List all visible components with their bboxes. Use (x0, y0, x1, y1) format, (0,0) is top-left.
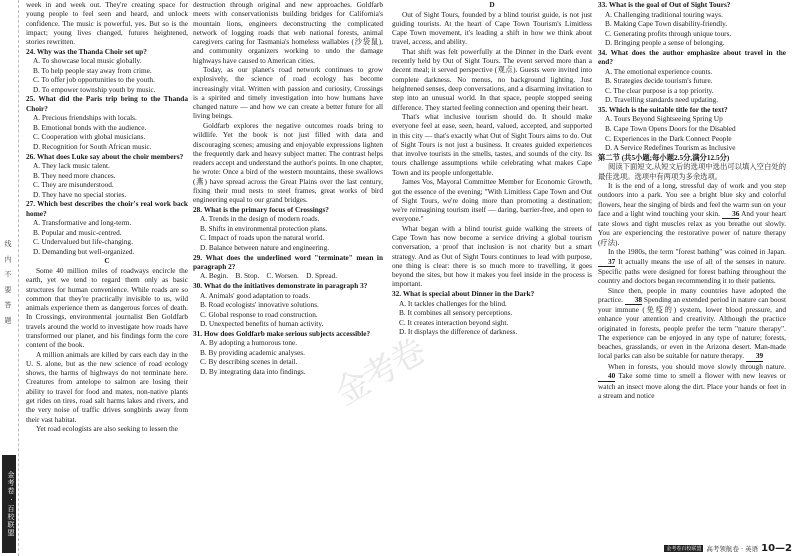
option: C. They are misunderstood. (33, 180, 114, 190)
option: C. Generating profits through unique tours. (605, 28, 732, 38)
paragraph (598, 181, 786, 247)
question-24: 24. Why was the Thanda Choir set up? (26, 46, 147, 56)
paragraph: James Vos, Mayoral Committee Member for Economic Growth, got the essence of the evening; "With Limitless Cape Town and Out of Sight Tours, we're doing more than promoting a destination; we're reimagining tourism itself — daring, barrier-free, and open to everyone." (392, 177, 592, 224)
question-28: 28. What is the primary focus of Crossings? (193, 204, 329, 214)
column-3 (392, 0, 592, 337)
option: C. It creates interaction beyond sight. (399, 317, 509, 327)
option: A. To showcase local music globally. (33, 56, 142, 66)
paragraph-text: When in forests, you should move slowly through nature. (608, 362, 786, 372)
page-footer (664, 543, 792, 554)
option: B. Popular and music-centred. (33, 227, 122, 237)
option: D. A Service Redefines Tourism as Inclusive (605, 143, 736, 153)
question-34: 34. What does the author emphasize about travel in the end? (598, 47, 786, 67)
option: B. Shifts in environmental protection plans. (200, 223, 328, 233)
blank-40: 40 (598, 371, 615, 381)
option: A. They lack music talent. (33, 161, 110, 171)
option: D. It displays the difference of darkness. (399, 327, 518, 337)
option: A. Trends in the design of modern roads. (200, 214, 320, 224)
option: A. The emotional experience counts. (605, 66, 713, 76)
option: A. Transformative and long-term. (33, 218, 132, 228)
brand-label: 金考卷 · 百校联盟 (2, 455, 16, 553)
paragraph-text: Since then, people in many countries have adopted the practice. (598, 285, 786, 304)
option: B. Strategies decide tourism's future. (605, 76, 713, 86)
paragraph: Yet road ecologists are also seeking to lessen the (36, 424, 178, 434)
option: C. Undervalued but life-changing. (33, 237, 133, 247)
paragraph: That shift was felt powerfully at the Dinner in the Dark event recently held by Out of Sight Tours. The event served more than a decent meal; it served perspective (观点). Guests were invited into complete darkness. No menus, no background lighting. Just heightened senses, deep conversations, and a disarming invitation to step into an unusual world. In that space, people stopped seeing difference. They started feeling connection and opening their heart. (392, 46, 592, 112)
option: C. Cooperation with global musicians. (33, 132, 146, 142)
question-29: 29. What does the underlined word "terminate" mean in paragraph 2? (193, 252, 383, 271)
footer-title: 高考领航卷 · 英语 (706, 545, 759, 553)
option: D. Recognition for South African music. (33, 141, 152, 151)
paragraph (598, 286, 786, 362)
paragraph-text: Take some time to smell a flower with new leaves or watch an insect move along the dirt. Place your hands or feet in a stream and notice (598, 371, 786, 400)
option: B. Emotional bonds with the audience. (33, 122, 147, 132)
question-27: 27. Which best describes the choir's real work back home? (26, 199, 188, 218)
option: D. By integrating data into findings. (200, 367, 306, 376)
paragraph: Out of Sight Tours, founded by a blind tourist guide, is not just guiding tourists. At the heart of Cape Town Tourism's Limitless Cape Town movement, it's leading a shift in how we think about travel, access, and ability. (392, 9, 592, 47)
option: C. By describing scenes in detail. (200, 357, 298, 367)
option-row: A. Begin. B. Stop. C. Worsen. D. Spread. (200, 271, 338, 281)
paragraph-text: Spending an extended period in nature can boost your immune (免疫的) system, lower blood pressure, and enhance your attention and creativity. Although the practice originated in forests, people prefer the term "nature therapy". The experience can be enjoyed in any type of nature; forests, beaches, grasslands, or even in the Arizona desert. Man-made local parks can also be suitable for nature therapy. (598, 294, 787, 361)
option: D. Travelling standards need updating. (605, 95, 719, 105)
paragraph: destruction through original and new approaches. Goldfarb meets with conservationists building bridges for California's mountain lions, engineers deconstructing the complicated network of logging roads that web national forests, animal caregivers caring for Tasmania's homeless wallabies (沙袋鼠), and community organizers working to undo the damage highways have caused to American cities. (193, 0, 383, 65)
question-35: 35. Which is the suitable title for the text? (598, 104, 728, 114)
option: A. Challenging traditional touring ways. (605, 9, 723, 19)
option: B. It combines all sensory perceptions. (399, 308, 513, 318)
option: D. Demanding but well-organized. (33, 246, 135, 256)
paragraph: week in and week out. They're creating space for young people to feel seen and heard, and unlock confidence. The music is powerful, yes. But so is the impact; young lives changed, futures heightened, stories rewritten. (26, 0, 188, 47)
cut-line (18, 0, 19, 556)
option: B. Road ecologists' innovative solutions. (200, 300, 319, 310)
part-two-heading: 第二节 (共5小题;每小题2.5分,满分12.5分) (598, 152, 730, 162)
option: C. Impact of roads upon the natural world. (200, 233, 325, 243)
section-c-heading: C (104, 256, 110, 266)
option: B. They need more chances. (33, 170, 116, 180)
option: B. By providing academic analyses. (200, 347, 305, 357)
option: D. Unexpected benefits of human activity. (200, 319, 324, 329)
column-4 (598, 0, 786, 400)
option: C. Experiences in the Dark Connect People (605, 133, 732, 143)
question-33: 33. What is the goal of Out of Sight Tours? (598, 0, 731, 9)
page-number: 10—2 (761, 543, 792, 554)
instructions: 阅读下面短文,从短文后的选项中选出可以填入空白处的最佳选项。选项中有两项为多余选项。 (598, 162, 786, 181)
option: D. Bringing people a sense of belonging. (605, 38, 725, 48)
option: A. It tackles challenges for the blind. (399, 298, 507, 308)
question-32: 32. What is special about Dinner in the Dark? (392, 289, 535, 299)
paragraph: A million animals are killed by cars each day in the U. S. alone, but as the new science of road ecology shows, the harms of highways do not terminate here. Creatures from antelope to salmon are losing their ability to travel for food and mates, non-native plants get rides on tires, road salt harms lakes and rivers, and the very noise of traffic drives songbirds away from their vast habitat. (26, 349, 188, 424)
option: D. To empower township youth by music. (33, 84, 156, 94)
blank-39: 39 (746, 351, 763, 361)
no-answer-notice: 线 内 不 要 答 题 (4, 240, 12, 327)
paragraph-text: And your heart rate slows and tight muscles relax as you breathe out slowly. You are experiencing the restorative power of nature therapy (疗法). (598, 208, 787, 247)
paragraph (598, 247, 786, 285)
footer-logo: 金考卷百校联盟 (666, 546, 702, 552)
option: B. Cape Town Opens Doors for the Disabled (605, 124, 736, 134)
option: D. They have no special stories. (33, 189, 127, 199)
paragraph-text: It is the end of a long, stressful day of work and you step outdoors into a park. You see a bright blue sky and colorful flowers, hear the singing of birds and feel the warm sun on your face and a light wind touching your skin. (598, 181, 786, 218)
option: B. To help people stay away from crime. (33, 65, 152, 75)
paragraph: What began with a blind tourist guide walking the streets of Cape Town has now become a service driving a global tourism conversation, a proof that inclusion is not charity but a smart strategy. And as Out of Sight Tours continues to lead with purpose, one thing is clear: there is so much more to travelling, it goes beyond the sites, but how it makes you feel inside in the process is important. (392, 223, 592, 289)
option: A. Animals' good adaptation to roads. (200, 290, 311, 300)
paragraph: That's what inclusive tourism should do. It should make everyone feel at ease, seen, heard, valued, accepted, and supported in this city — that's exactly what Out of Sight Tours aims to do. Out of Sight Tours is not just a business. It creates guided experiences that involve tourists in the smells, tastes, and sounds of the city. Its tours challenge assumptions while celebrating what makes Cape Town and its people unforgettable. (392, 112, 592, 177)
paragraph: Goldfarb explores the negative outcomes roads bring to wildlife. Yet the book is not just filled with data and discouraging scenes; amusing and enjoyable expressions lighten the frequently dark and heavy subject matter. The contrast helps readers accept and understand the author's points. In one chapter, he wrote: Once a bird of the western mountains, these swallows (燕) have spread across the Great Plains over the last century, fixing their mud nests to steel frames, great works of bird engineering equal to our grand bridges. (193, 121, 383, 205)
section-d-heading: D (489, 0, 495, 9)
option: A. Tours Beyond Sightseeing Spring Up (605, 114, 723, 124)
watermark: 金考卷 (328, 331, 432, 414)
paragraph: Today, as our planet's road network continues to grow explosively, the science of road ecology has become increasingly vital. Written with passion and curiosity, Crossings is a spirited and timely investigation into how humans have changed nature — and how we can create a better future for all living beings. (193, 65, 383, 121)
question-26: 26. What does Luke say about the choir members? (26, 151, 184, 161)
blank-38: 38 (625, 295, 642, 305)
option: C. Global response to road construction. (200, 309, 318, 319)
paragraph: Some 40 million miles of roadways encircle the earth, yet we tend to regard them only as basic structures for human convenience. While roads are so common that they're practically invisible to us, wild animals experience them as dangerous forces of death. In Crossings, environmental journalist Ben Goldfarb travels around the world to investigate how roads have transformed our planet, and his findings form the core content of the book. (26, 265, 188, 350)
paragraph-text: In the 1980s, the term "forest bathing" was coined in Japan. (608, 247, 786, 257)
column-2 (193, 0, 383, 377)
column-1 (26, 0, 188, 434)
option: B. Making Cape Town disability-friendly. (605, 19, 728, 29)
question-31: 31. How does Goldfarb make serious subjects accessible? (193, 328, 371, 338)
option: C. To offer job opportunities to the youth. (33, 75, 155, 85)
option: A. Precious friendships with locals. (33, 113, 137, 123)
question-30: 30. What do the initiatives demonstrate in paragraph 3? (193, 280, 368, 290)
option: C. The clear purpose is a top priority. (605, 85, 714, 95)
paragraph-text: It actually means the use of all of the senses in nature. Specific paths were designed for forest bathing throughout the country and doctors began recommending it to their patients. (598, 256, 786, 286)
paragraph (598, 362, 786, 400)
option: D. Balance between nature and engineering. (200, 242, 330, 252)
question-25: 25. What did the Paris trip bring to the Thanda Choir? (26, 94, 188, 113)
option: A. By adopting a humorous tone. (200, 338, 298, 348)
blank-37: 37 (598, 257, 615, 267)
blank-36: 36 (722, 209, 739, 219)
